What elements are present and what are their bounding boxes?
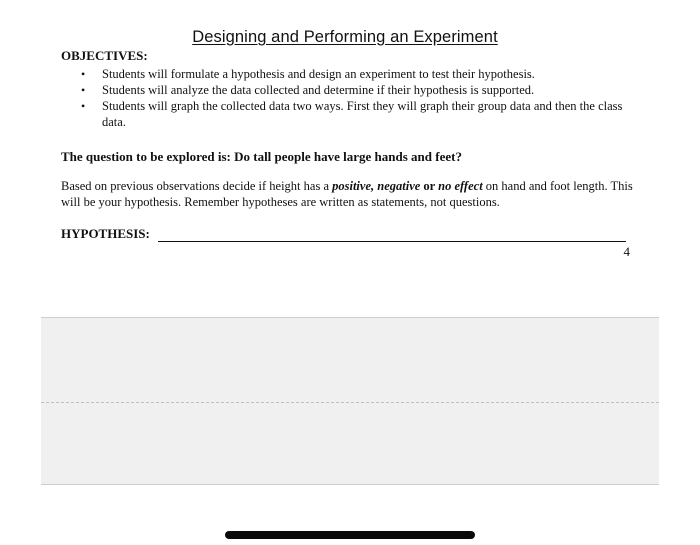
hypothesis-row xyxy=(61,226,626,244)
instructions-paragraph xyxy=(61,178,636,210)
objectives-list xyxy=(79,66,634,130)
objective-text: Students will analyze the data collected and determine if their hypothesis is supported. xyxy=(102,83,535,97)
paragraph-text: Based on previous observations decide if height has a xyxy=(61,179,333,193)
page-number: 4 xyxy=(623,244,630,259)
objective-text: Students will graph the collected data two ways. First they will graph their group data and then the class data. xyxy=(102,99,623,129)
page-title: Designing and Performing an Experiment xyxy=(192,28,498,46)
hypothesis-answer-line xyxy=(158,241,626,242)
term-positive-negative: positive, negative xyxy=(332,179,421,193)
hypothesis-label: HYPOTHESIS: xyxy=(61,226,150,241)
home-indicator[interactable] xyxy=(225,531,475,539)
bullet-icon: • xyxy=(81,99,86,113)
paragraph-conjunction: or xyxy=(420,179,439,193)
paragraph-text: on hand and foot length. This will be your hypothesis. Remember hypotheses are written as statements, not questions. xyxy=(61,179,633,209)
page-break-divider xyxy=(41,402,659,403)
list-item xyxy=(79,98,634,130)
bullet-icon: • xyxy=(81,67,86,81)
objectives-heading: OBJECTIVES: xyxy=(61,48,148,63)
page-break-panel xyxy=(41,317,659,485)
list-item xyxy=(79,66,634,82)
objective-text: Students will formulate a hypothesis and design an experiment to test their hypothesis. xyxy=(102,67,535,81)
term-no-effect: no effect xyxy=(438,179,483,193)
list-item xyxy=(79,82,634,98)
research-question: The question to be explored is: Do tall people have large hands and feet? xyxy=(61,149,462,164)
bullet-icon: • xyxy=(81,83,86,97)
